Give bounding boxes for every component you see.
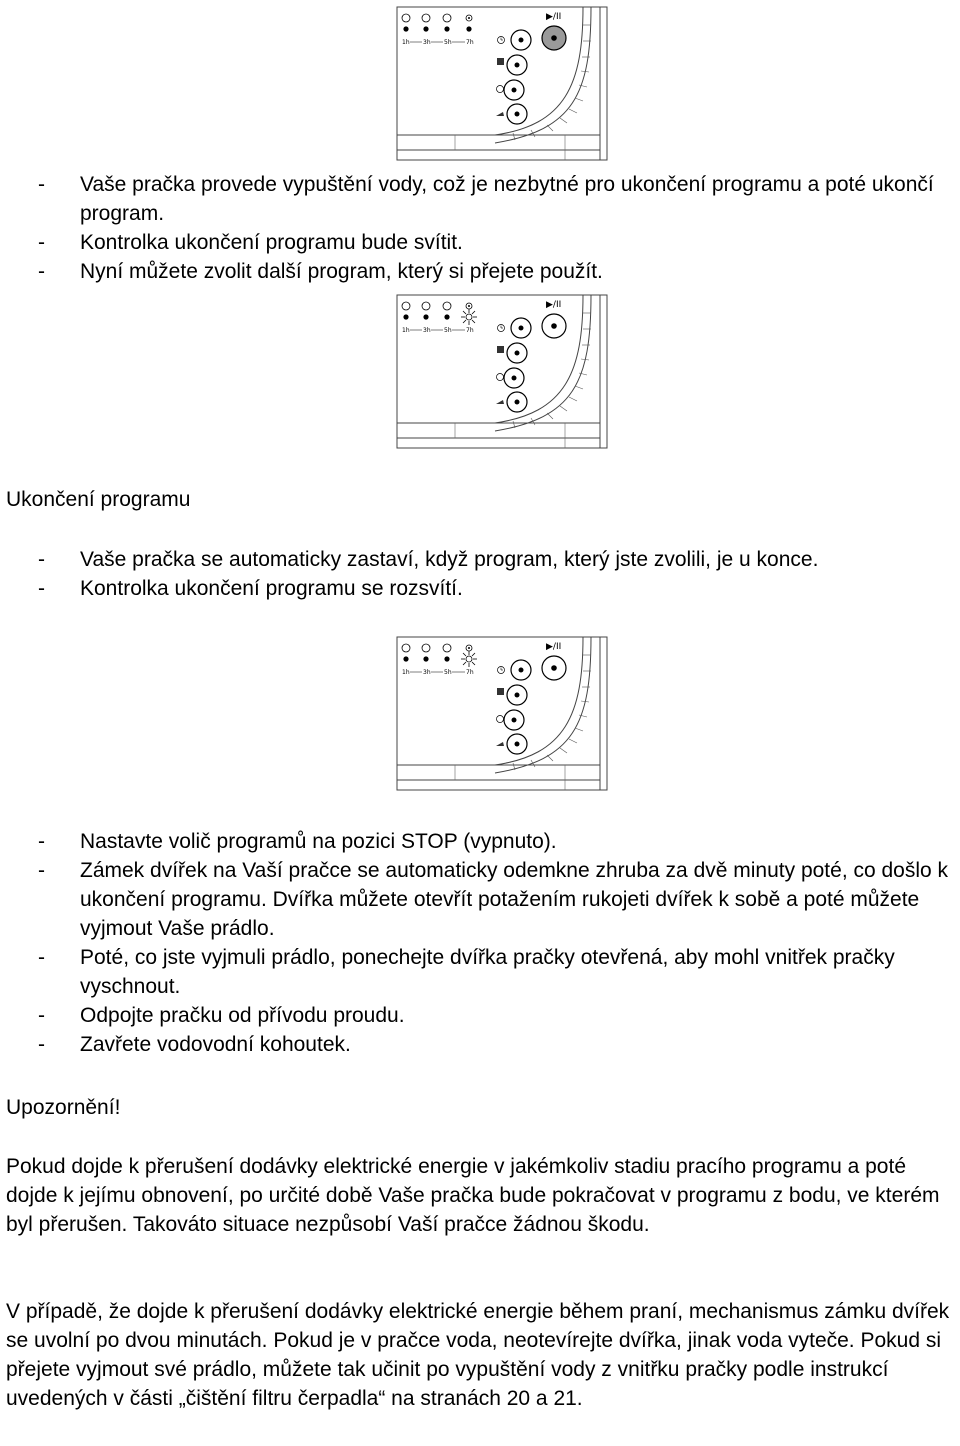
time-label-1h: 1h — [402, 327, 410, 334]
iron-icon — [496, 112, 504, 116]
indicator-icons — [402, 302, 472, 310]
list-item: - Kontrolka ukončení programu se rozsvítí. — [38, 577, 463, 600]
control-panel-drawing — [395, 5, 615, 170]
iron-icon — [496, 742, 504, 746]
option-button-2[interactable] — [497, 80, 525, 100]
option-icon — [497, 716, 504, 723]
section-title: Ukončení programu — [6, 488, 191, 511]
indicator-icons — [402, 644, 472, 652]
indicator-leds — [403, 26, 471, 31]
list-item: - Nyní můžete zvolit další program, který si přejete použít. — [38, 260, 603, 283]
option-icon — [497, 86, 504, 93]
option-button-3[interactable] — [496, 104, 527, 124]
warning-paragraph-2: V případě, že dojde k přerušení dodávky elektrické energie během praní, mechanismus zámku dvířek se uvolní po dvou minutách. Pokud je v pračce voda, neotevírejte dvířka, jinak voda vyteče. Pokud si přejete vyjmout své prádlo, můžete tak učinit po vypuštění vody z vnitřku pračky podle instrukcí uvedených v části „čištění filtru čerpadla“ na stranách 20 a 21. — [6, 1300, 950, 1410]
option-button-3[interactable] — [496, 734, 527, 754]
time-labels — [402, 327, 474, 334]
time-label-1h: 1h — [402, 39, 410, 46]
option-icon — [497, 374, 504, 381]
warning-title: Upozornění! — [6, 1096, 121, 1119]
section1-list — [0, 170, 960, 286]
list-item: - Vaše pračka se automaticky zastaví, když program, který jste zvolili, je u konce. — [38, 548, 819, 571]
start-pause-label: ▶/II — [546, 642, 562, 652]
indicator-icons — [402, 14, 472, 22]
list-item: - Kontrolka ukončení programu bude svítit. — [38, 231, 463, 254]
delay-timer-button[interactable] — [498, 30, 532, 50]
control-panel-drawing — [395, 293, 615, 458]
time-labels — [402, 39, 474, 46]
panel-diagram-1 — [395, 5, 615, 170]
option-button-1[interactable] — [497, 55, 527, 75]
section3-list — [0, 827, 960, 1059]
time-label-5h: 5h — [444, 327, 452, 334]
indicator-leds — [403, 309, 477, 325]
panel-diagram-2 — [395, 293, 615, 458]
start-pause-label: ▶/II — [546, 300, 562, 310]
time-label-7h: 7h — [466, 327, 474, 334]
option-icon — [497, 688, 504, 695]
start-pause-button[interactable] — [542, 26, 566, 50]
warning-paragraph-1: Pokud dojde k přerušení dodávky elektrické energie v jakémkoliv stadiu pracího programu a poté dojde k jejímu obnovení, po určité době Vaše pračka bude pokračovat v programu z bodu, ve kterém byl přerušen. Takováto situace nezpůsobí Vaší pračce žádnou škodu. — [6, 1155, 940, 1236]
list-item: - Zámek dvířek na Vaší pračce se automaticky odemkne zhruba za dvě minuty poté, co došlo k ukončení programu. Dvířka můžete otevřít potažením rukojeti dvířek k sobě a poté můžete vyjmout Vaše prádlo. — [38, 859, 949, 940]
time-label-3h: 3h — [423, 669, 431, 676]
option-button-2[interactable] — [497, 368, 525, 388]
iron-icon — [496, 400, 504, 404]
time-label-7h: 7h — [466, 39, 474, 46]
time-labels — [402, 669, 474, 676]
indicator-leds — [403, 651, 477, 667]
start-pause-button[interactable] — [542, 656, 566, 680]
list-item: - Odpojte pračku od přívodu proudu. — [38, 1004, 405, 1027]
section2-list — [0, 545, 960, 603]
list-item: - Zavřete vodovodní kohoutek. — [38, 1033, 351, 1056]
delay-timer-button[interactable] — [498, 318, 532, 338]
start-pause-button[interactable] — [542, 314, 566, 338]
time-label-5h: 5h — [444, 669, 452, 676]
time-label-3h: 3h — [423, 39, 431, 46]
time-label-3h: 3h — [423, 327, 431, 334]
option-icon — [497, 346, 504, 353]
option-button-1[interactable] — [497, 685, 527, 705]
list-item: - Poté, co jste vyjmuli prádlo, ponechejte dvířka pračky otevřená, aby mohl vnitřek pračky vyschnout. — [38, 946, 895, 998]
option-button-2[interactable] — [497, 710, 525, 730]
list-item: - Nastavte volič programů na pozici STOP (vypnuto). — [38, 830, 557, 853]
option-icon — [497, 58, 504, 65]
time-label-7h: 7h — [466, 669, 474, 676]
time-label-1h: 1h — [402, 669, 410, 676]
panel-diagram-3 — [395, 635, 615, 800]
option-button-3[interactable] — [496, 392, 527, 412]
list-item: - Vaše pračka provede vypuštění vody, což je nezbytné pro ukončení programu a poté ukončí program. — [38, 173, 934, 225]
delay-timer-button[interactable] — [498, 660, 532, 680]
time-label-5h: 5h — [444, 39, 452, 46]
option-button-1[interactable] — [497, 343, 527, 363]
control-panel-drawing — [395, 635, 615, 800]
start-pause-label: ▶/II — [546, 12, 562, 22]
